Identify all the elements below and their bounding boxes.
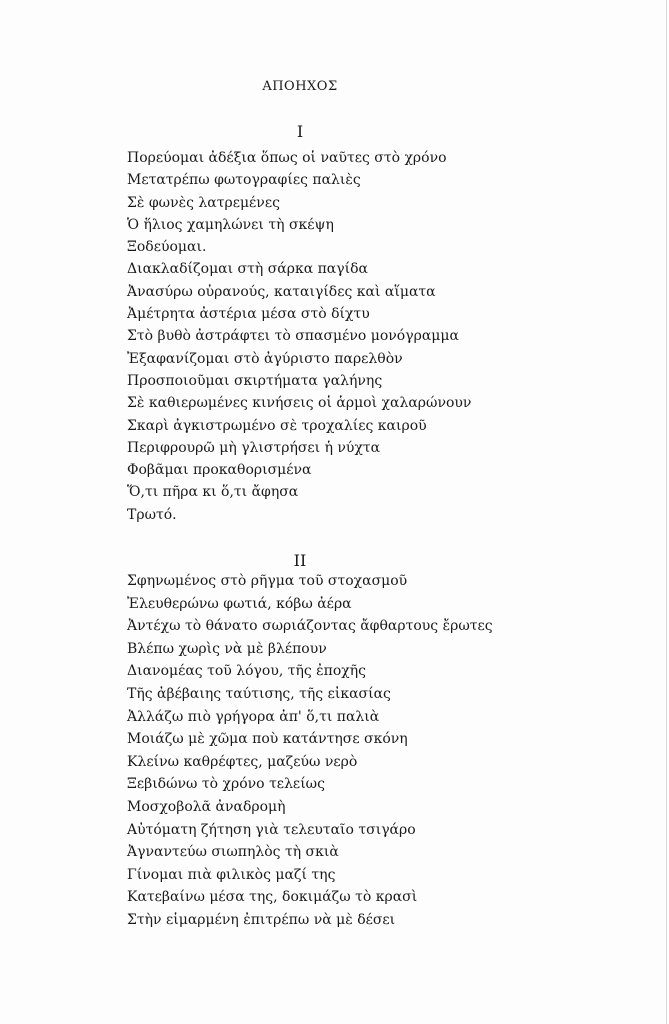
verse-line: Στὸ βυθὸ ἀστράφτει τὸ σπασμένο μονόγραμμα xyxy=(127,328,459,345)
verse-line: Σὲ φωνὲς λατρεμένες xyxy=(127,194,280,211)
verse-line: Μετατρέπω φωτογραφίες παλιὲς xyxy=(127,172,361,189)
page-edge xyxy=(666,0,667,1024)
verse-line: Ἐλευθερώνω φωτιά, κόβω ἀέρα xyxy=(127,595,352,612)
verse-line: Ἀνασύρω οὐρανούς, καταιγίδες καὶ αἵματα xyxy=(127,283,436,300)
verse-line: Τρωτό. xyxy=(127,506,177,523)
verse-line: Τῆς ἀβέβαιης ταύτισης, τῆς εἰκασίας xyxy=(127,685,391,702)
verse-line: Σὲ καθιερωμένες κινήσεις οἱ ἁρμοὶ χαλαρώνουν xyxy=(127,395,472,412)
verse-line: Προσποιοῦμαι σκιρτήματα γαλήνης xyxy=(127,372,383,389)
verse-line: Διανομέας τοῦ λόγου, τῆς ἐποχῆς xyxy=(127,663,367,680)
verse-line: Ἀντέχω τὸ θάνατο σωριάζοντας ἄφθαρτους ἔρωτες xyxy=(127,618,493,635)
poem-title: ΑΠΟΗΧΟΣ xyxy=(262,79,338,94)
verse-line: Ἀλλάζω πιὸ γρήγορα ἀπ' ὅ,τι παλιὰ xyxy=(127,708,380,725)
verse-line: Ὅ,τι πῆρα κι ὅ,τι ἄφησα xyxy=(127,484,299,501)
verse-line: Στὴν εἱμαρμένη ἐπιτρέπω νὰ μὲ δέσει xyxy=(127,911,396,928)
verse-line: Γίνομαι πιὰ φιλικὸς μαζί της xyxy=(127,866,336,883)
section-numeral-1: I xyxy=(296,122,304,141)
verse-line: Περιφρουρῶ μὴ γλιστρήσει ἡ νύχτα xyxy=(127,439,381,456)
verse-line: Κατεβαίνω μέσα της, δοκιμάζω τὸ κρασὶ xyxy=(127,889,418,906)
verse-line: Αὐτόματη ζήτηση γιὰ τελευταῖο τσιγάρο xyxy=(127,821,416,838)
verse-line: Μοσχοβολᾶ ἀναδρομὴ xyxy=(127,798,286,815)
verse-line: Ξεβιδώνω τὸ χρόνο τελείως xyxy=(127,776,325,793)
verse-line: Βλέπω χωρὶς νὰ μὲ βλέπουν xyxy=(127,640,327,657)
verse-line: Σφηνωμένος στὸ ρῆγμα τοῦ στοχασμοῦ xyxy=(127,573,408,589)
stanza-1 xyxy=(127,147,471,526)
verse-line: Ἐξαφανίζομαι στὸ ἀγύριστο παρελθὸν xyxy=(127,350,403,367)
stanza-2 xyxy=(127,570,493,932)
verse-line: Σκαρὶ ἀγκιστρωμένο σὲ τροχαλίες καιροῦ xyxy=(127,417,427,434)
verse-line: Πορεύομαι ἀδέξια ὅπως οἱ ναῦτες στὸ χρόνο xyxy=(127,150,447,166)
verse-line: Φοβᾶμαι προκαθορισμένα xyxy=(127,462,312,479)
verse-line: Διακλαδίζομαι στὴ σάρκα παγίδα xyxy=(127,261,368,278)
verse-line: Κλείνω καθρέφτες, μαζεύω νερὸ xyxy=(127,753,358,770)
verse-line: Ὁ ἥλιος χαμηλώνει τὴ σκέψη xyxy=(127,216,334,233)
verse-line: Ἀγναντεύω σιωπηλὸς τὴ σκιὰ xyxy=(127,844,339,861)
verse-line: Ἀμέτρητα ἀστέρια μέσα στὸ δίχτυ xyxy=(127,306,370,323)
section-numeral-2: II xyxy=(293,551,307,570)
verse-line: Μοιάζω μὲ χῶμα ποὺ κατάντησε σκόνη xyxy=(127,731,408,748)
verse-line: Ξοδεύομαι. xyxy=(127,239,207,256)
